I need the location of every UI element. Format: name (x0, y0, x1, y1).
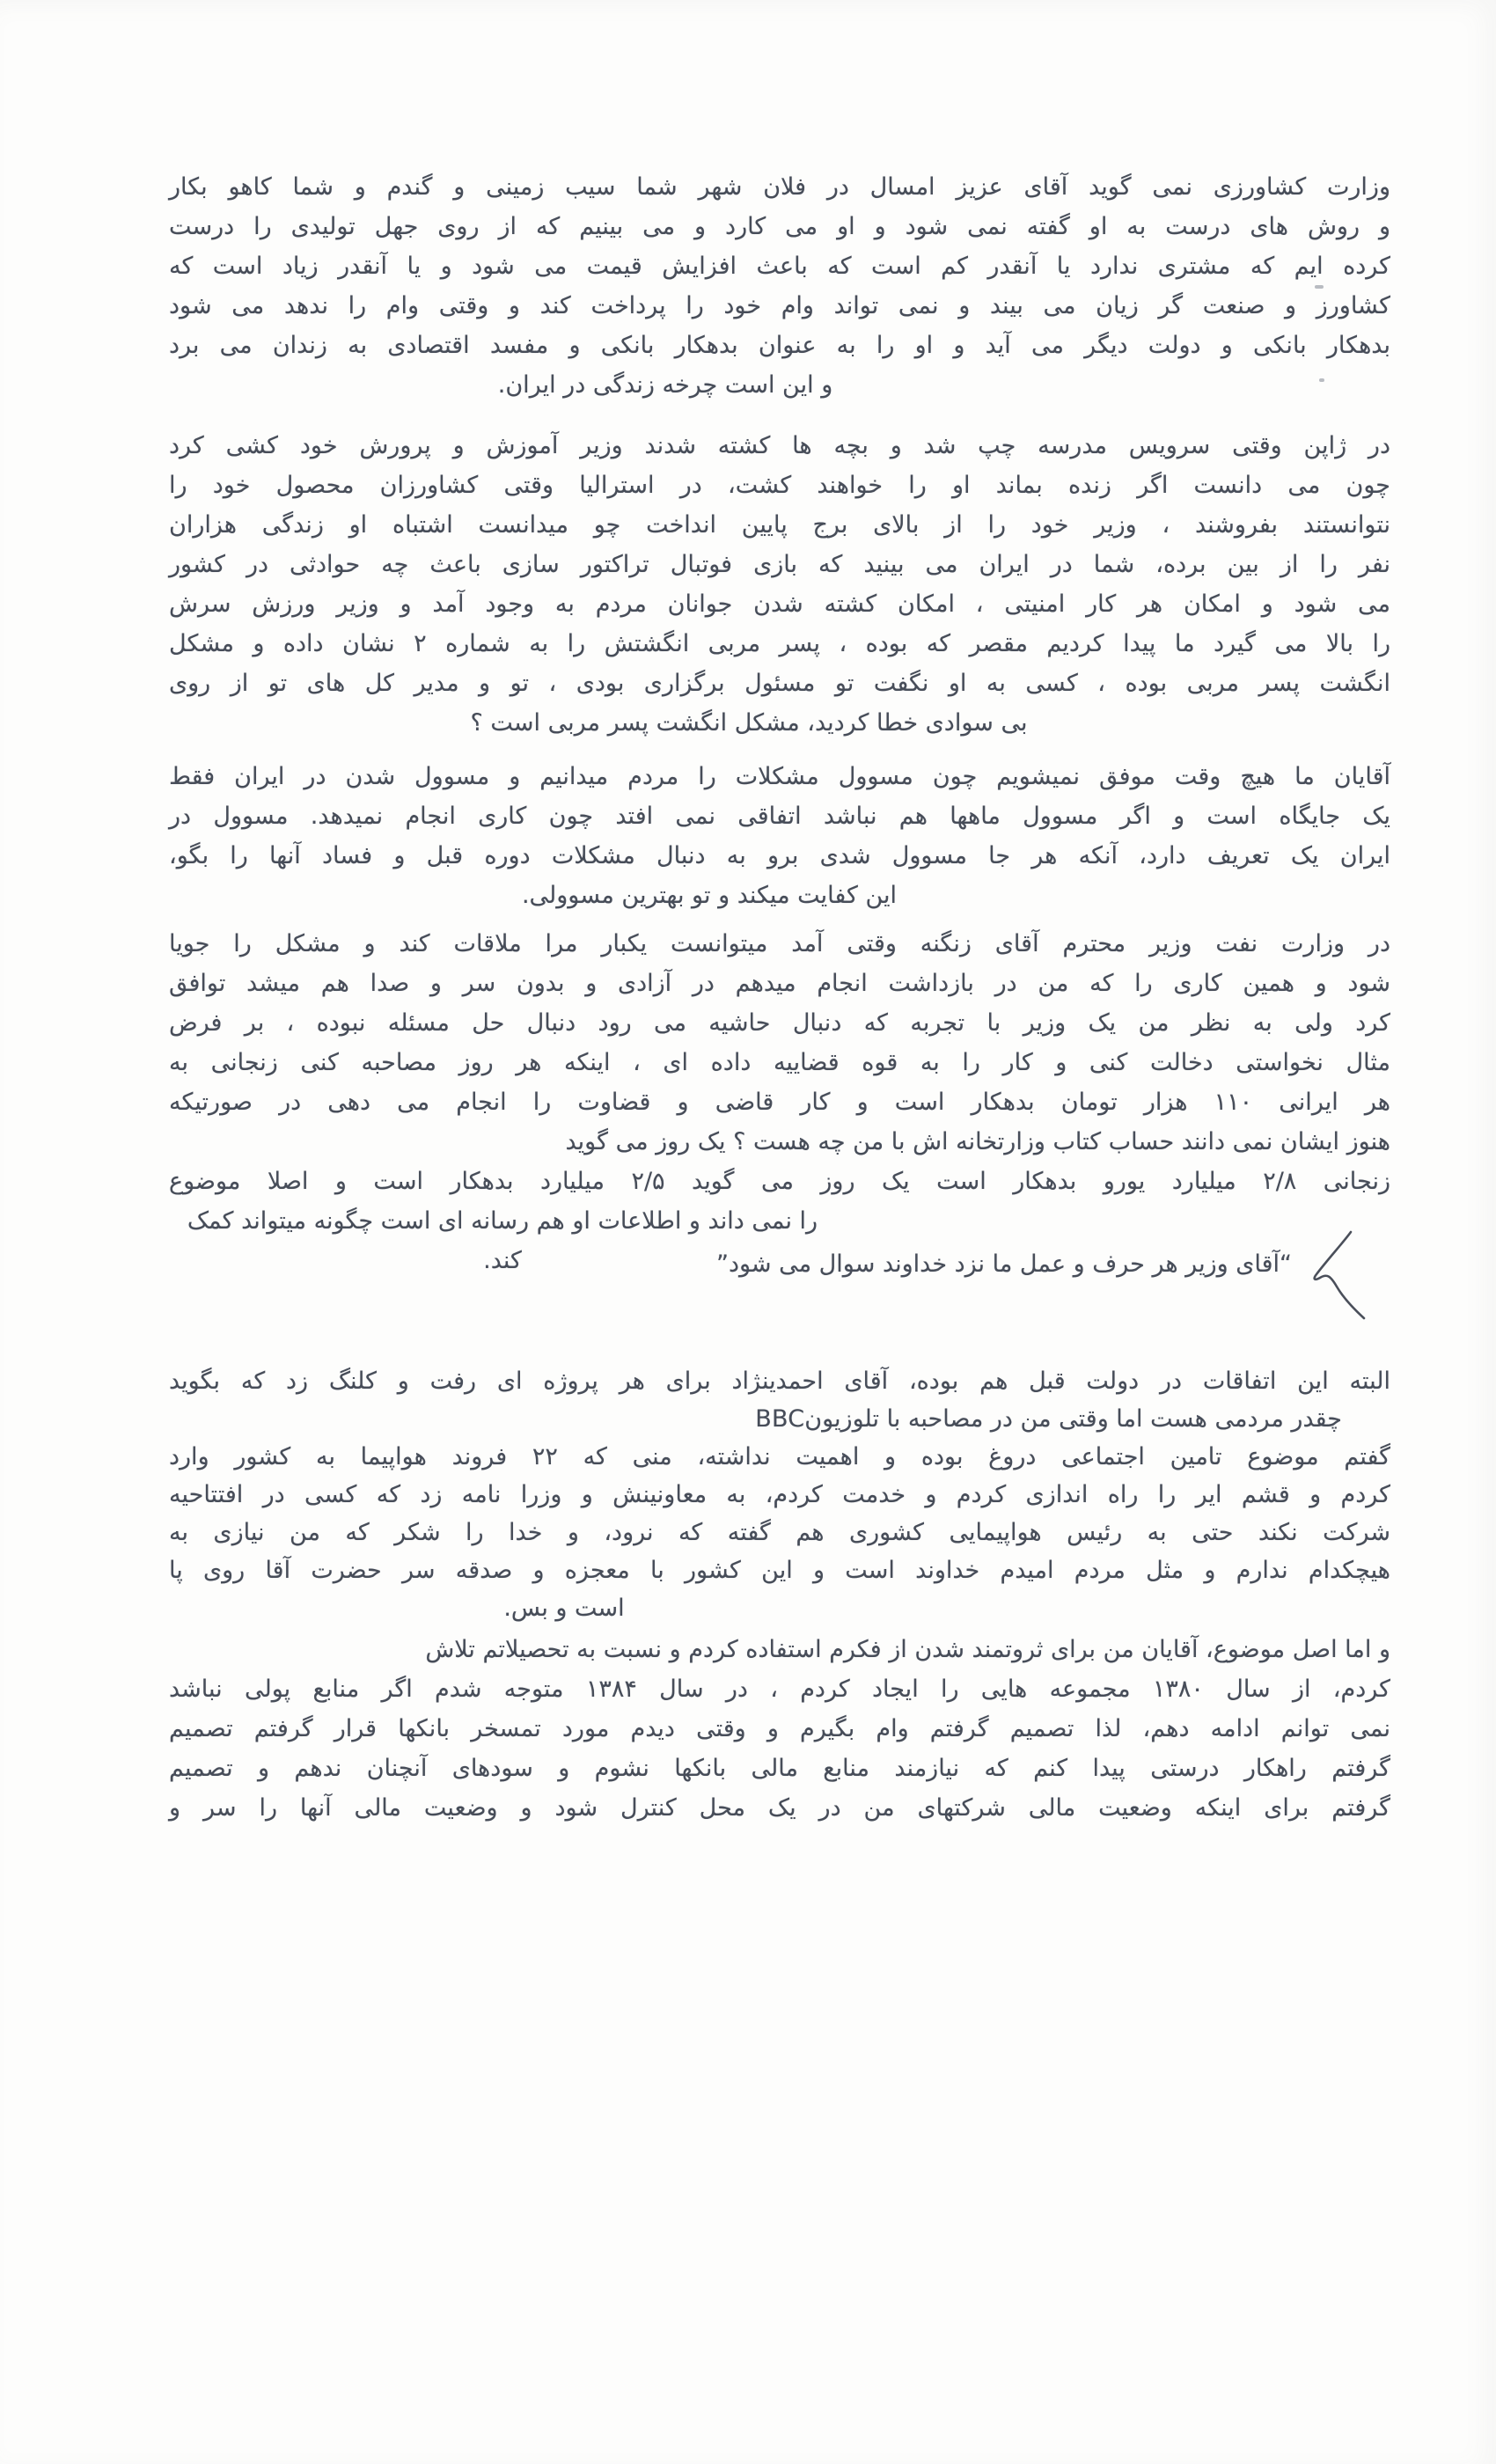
text-line: البته این اتفاقات در دولت قبل هم بوده، آقای احمدینژاد برای هر پروژه ای رفت و کلنگ زد که بگوید (169, 1368, 1390, 1395)
paragraph-4 (169, 924, 1390, 1280)
text-line: آقایان ما هیچ وقت موفق نمیشویم چون مسوول مشکلات را مردم میدانیم و مسوول شدن در ایران فقط (169, 763, 1390, 790)
text-line: کشاورز و صنعت گر زیان می بیند و نمی تواند وام خود را پرداخت کند و وقتی وام را ندهد می شود (169, 292, 1390, 319)
text-line: گرفتم راهکار درستی پیدا کنم که نیازمند منابع مالی بانکها نشوم و سودهای آنچنان ندهم و تصمیم (169, 1755, 1390, 1782)
text-line: شرکت نکند حتی به رئیس هواپیمایی کشوری هم گفته که نرود، و خدا را شکر که من نیازی به (169, 1519, 1390, 1546)
paragraph-5 (169, 1362, 1390, 1627)
text-line: چقدر مردمی هست اما وقتی من در مصاحبه با تلوزیونBBC (755, 1405, 1342, 1433)
text-line: چون می دانست اگر زنده بماند او را خواهند کشت، در استرالیا وقتی کشاورزان محصول خود را (169, 472, 1390, 499)
paragraph-1 (169, 167, 1390, 405)
text-line: مثال نخواستی دخالت کنی و کار را به قوه قضاییه داده ای ، اینکه هر روز مصاحبه کنی زنجانی به (169, 1049, 1390, 1076)
scan-speck (1315, 285, 1324, 289)
text-line: کرد ولی به نظر من یک وزیر با تجربه که دنبال حاشیه می رود دنبال حل مسئله نبوده ، بر فرض (169, 1009, 1390, 1037)
text-line: می شود و امکان هر کار امنیتی ، امکان کشته شدن جوانان مردم به وجود آمد و وزیر ورزش سرش (169, 590, 1390, 618)
text-line: را بالا می گیرد ما پیدا کردیم مقصر که بوده ، پسر مربی انگشتش را به شماره ۲ نشان داده و مشکل (169, 630, 1390, 657)
text-line: هنوز ایشان نمی دانند حساب کتاب وزارتخانه اش با من چه هست ؟ یک روز می گوید (565, 1128, 1390, 1155)
text-line: گفتم موضوع تامین اجتماعی دروغ بوده و اهمیت نداشته، منی که ۲۲ فروند هواپیما به کشور وارد (169, 1443, 1390, 1470)
text-line: در ژاپن وقتی سرویس مدرسه چپ شد و بچه ها کشته شدند وزیر آموزش و پرورش خود کشی کرد (169, 432, 1390, 459)
paragraph-6 (169, 1630, 1390, 1828)
text-line: هیچکدام ندارم و مثل مردم امیدم خداوند است و این کشور با معجزه و صدقه سر حضرت آقا روی پا (169, 1557, 1390, 1584)
text-line: گرفتم برای اینکه وضعیت مالی شرکتهای من در یک محل کنترل شود و وضعیت مالی آنها را سر و (169, 1794, 1390, 1822)
text-line: کردم، از سال ۱۳۸۰ مجموعه هایی را ایجاد کردم ، در سال ۱۳۸۴ متوجه شدم اگر منابع پولی نباشد (169, 1676, 1390, 1703)
text-line: است و بس. (503, 1595, 625, 1622)
text-line: زنجانی ۲/۸ میلیارد یورو بدهکار است یک روز می گوید ۲/۵ میلیارد بدهکار است و اصلا موضوع (169, 1168, 1390, 1195)
text-line: و روش های درست به او گفته نمی شود و او می کارد و می بینیم که از روی جهل تولیدی را درست (169, 213, 1390, 240)
text-line: وزارت کشاورزی نمی گوید آقای عزیز امسال در فلان شهر شما سیب زمینی و گندم و شما کاهو بکار (169, 173, 1390, 201)
text-line: نفر را از بین برده، شما در ایران می بینید که بازی فوتبال تراکتور سازی باعث چه حوادثی در کشور (169, 551, 1390, 578)
text-line: یک جایگاه است و اگر مسوول ماهها هم نباشد اتفاقی نمی افتد چون کاری انجام نمیدهد. مسوول در (169, 803, 1390, 830)
text-line: را نمی داند و اطلاعات او هم رسانه ای است چگونه میتواند کمک کند. (187, 1207, 818, 1274)
text-line: نتوانستند بفروشند ، وزیر خود را از بالای برج پایین انداخت چو میدانست اشتباه او زندگی هزاران (169, 511, 1390, 539)
scan-speck (1319, 378, 1324, 382)
quote-line: “آقای وزیر هر حرف و عمل ما نزد خداوند سوال می شود” (715, 1250, 1292, 1278)
text-line: بی سوادی خطا کردید، مشکل انگشت پسر مربی است ؟ (470, 709, 1028, 737)
quote-block (169, 1244, 1390, 1284)
text-line: ایران یک تعریف دارد، آنکه هر جا مسوول شدی برو به دنبال مشکلات دوره قبل و فساد آنها را بگو، (169, 842, 1390, 869)
text-line: این کفایت میکند و تو بهترین مسوولی. (521, 882, 898, 909)
text-line: در وزارت نفت وزیر محترم آقای زنگنه وقتی آمد میتوانست یکبار مرا ملاقات کند و مشکل را جویا (169, 930, 1390, 957)
paragraph-2 (169, 426, 1390, 743)
text-line: شود و همین کاری را که من در بازداشت انجام میدهم در آزادی و بدون سر و صدا هم میشد توافق (169, 970, 1390, 997)
text-line: و اما اصل موضوع، آقایان من برای ثروتمند شدن از فکرم استفاده کردم و نسبت به تحصیلاتم تلاش (425, 1636, 1390, 1663)
text-line: نمی توانم ادامه دهم، لذا تصمیم گرفتم وام بگیرم و وقتی دیدم مورد تمسخر بانکها قرار گرفتم تصمیم (169, 1715, 1390, 1742)
text-line: هر ایرانی ۱۱۰ هزار تومان بدهکار است و کار قاضی و قضاوت را انجام می دهی در صورتیکه (169, 1089, 1390, 1116)
paragraph-3 (169, 757, 1390, 915)
text-line: و این است چرخه زندگی در ایران. (497, 371, 833, 399)
text-line: انگشت پسر مربی بوده ، کسی به او نگفت تو مسئول برگزاری بودی ، تو و مدیر کل های تو از روی (169, 670, 1390, 697)
text-line: کرده ایم که مشتری ندارد یا آنقدر کم است که باعث افزایش قیمت می شود و یا آنقدر زیاد است که (169, 253, 1390, 280)
handwritten-mark (1301, 1225, 1382, 1329)
text-line: کردم و قشم ایر را راه اندازی کردم و خدمت کردم، به معاونینش و وزرا نامه زد که کسی در افتتاحیه (169, 1481, 1390, 1508)
text-line: بدهکار بانکی و دولت دیگر می آید و او را به عنوان بدهکار بانکی و مفسد اقتصادی به زندان می برد (169, 332, 1390, 359)
